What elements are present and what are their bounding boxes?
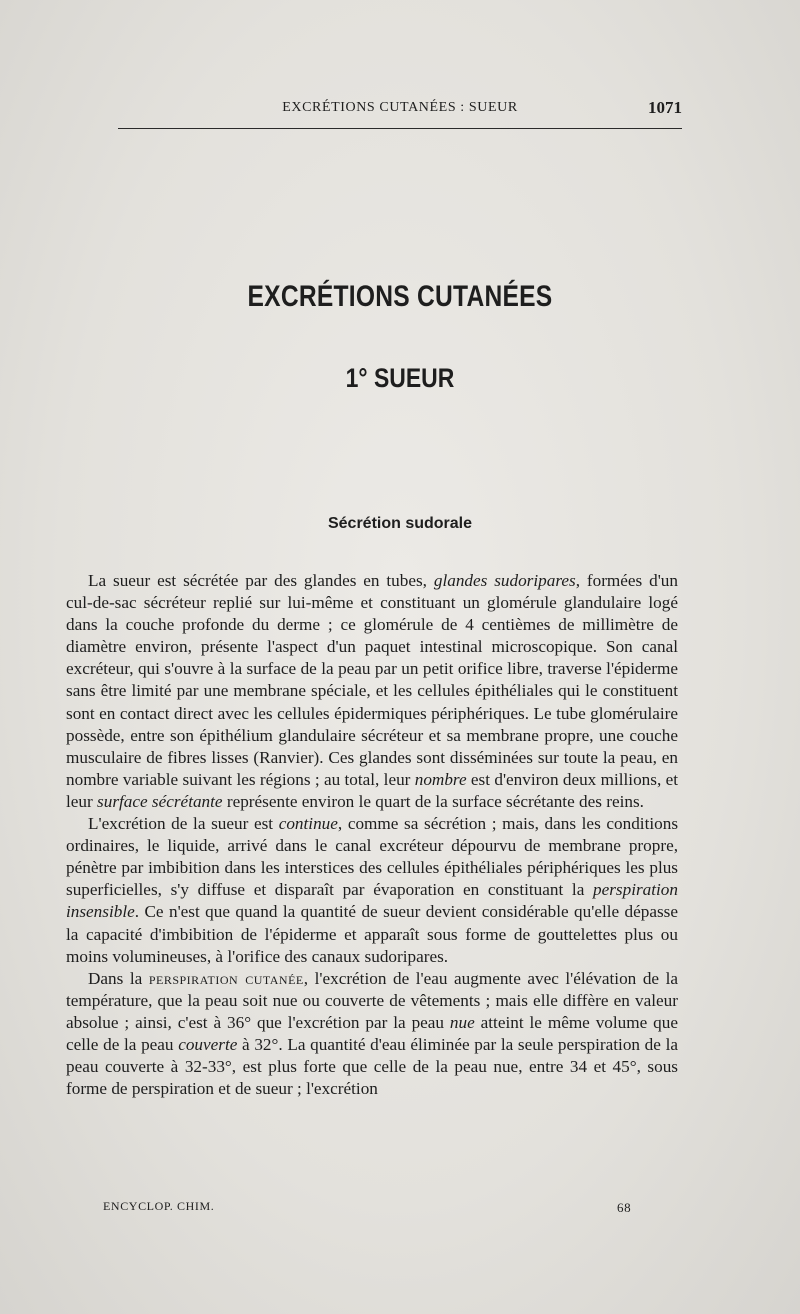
text-run: Dans la — [88, 968, 149, 988]
paragraph-3 — [66, 968, 678, 1101]
emphasis: couverte — [178, 1034, 238, 1054]
text-run: L'excrétion de la sueur est — [88, 814, 279, 834]
emphasis: continue — [278, 814, 338, 834]
paragraph-2 — [66, 813, 678, 968]
page-footer — [103, 1199, 680, 1217]
chapter-title: EXCRÉTIONS CUTANÉES — [247, 280, 553, 313]
text-run: . Ce n'est que quand la quantité de sueur devient considérable qu'elle dépasse la capacité d'imbibition de l'épiderme et apparaît sous forme de gouttelettes plus ou moins volumineuses, à l'orifice des canaux sudoripares. — [66, 902, 678, 966]
subsection-title: Sécrétion sudorale — [327, 515, 473, 532]
emphasis: nue — [449, 1012, 475, 1032]
text-run: représente environ le quart de la surface sécrétante des reins. — [222, 791, 644, 811]
emphasis: glandes sudoripares — [433, 571, 576, 590]
text-run: , l'excrétion de l'eau augmente avec l'élévation de la température, que la peau soit nue ou couverte de vêtements ; mais elle diffère en valeur absolue ; ainsi, c'est à 36° que l'excrétion par la peau — [66, 968, 678, 1032]
page-number: 1071 — [648, 98, 682, 117]
running-head: EXCRÉTIONS CUTANÉES : SUEUR — [282, 100, 518, 115]
paragraph-1 — [66, 570, 678, 813]
emphasis: surface sécrétante — [97, 791, 223, 811]
header-rule — [118, 128, 682, 129]
text-run: à 32°. La quantité d'eau éliminée par la seule perspiration de la peau couverte à 32-33°, est plus forte que celle de la peau nue, entre 34 et 45°, sous forme de perspiration et de sueur ; l'excrétion — [66, 1034, 678, 1099]
sheet-number: 68 — [617, 1200, 632, 1215]
text-run: , comme sa sécrétion ; mais, dans les conditions ordinaires, le liquide, arrivé dans le canal excréteur dépourvu de membrane propre, pénètre par imbibition dans les interstices des cellules épithéliales périphériques les plus superficielles, s'y diffuse et disparaît par évaporation en constituant la — [66, 814, 679, 900]
text-run: La sueur est sécrétée par des glandes en tubes, — [88, 571, 434, 590]
body-text — [66, 570, 678, 1100]
text-run: est d'environ deux millions, et leur — [66, 769, 678, 811]
small-caps-term: perspiration cutanée — [148, 968, 304, 988]
emphasis: nombre — [414, 769, 467, 789]
text-run: atteint le même volume que celle de la peau — [66, 1012, 678, 1054]
section-title: 1° SUEUR — [345, 363, 455, 393]
signature-mark: ENCYCLOP. CHIM. — [103, 1199, 215, 1213]
page-header — [118, 100, 682, 124]
emphasis: perspiration insensible — [66, 880, 678, 922]
text-run: , formées d'un cul-de-sac sécréteur replié sur lui-même et constituant un glomérule glandulaire logé dans la couche profonde du derme ; ce glomérule de 4 centièmes de millimètre de diamètre environ, présente l'aspect d'un paquet intestinal microscopique. Son canal excréteur, qui s'ouvre à la surface de la peau par un petit orifice libre, traverse l'épiderme sans être limité par une membrane spéciale, et les cellules épithéliales qui le constituent sont en contact direct avec les cellules épidermiques périphériques. Le tube glomérulaire possède, entre son épithélium glandulaire sécréteur et sa membrane propre, une couche musculaire de fibres lisses (Ranvier). Ces glandes sont disséminées sur toute la peau, en nombre variable suivant les régions ; au total, leur — [66, 571, 678, 789]
